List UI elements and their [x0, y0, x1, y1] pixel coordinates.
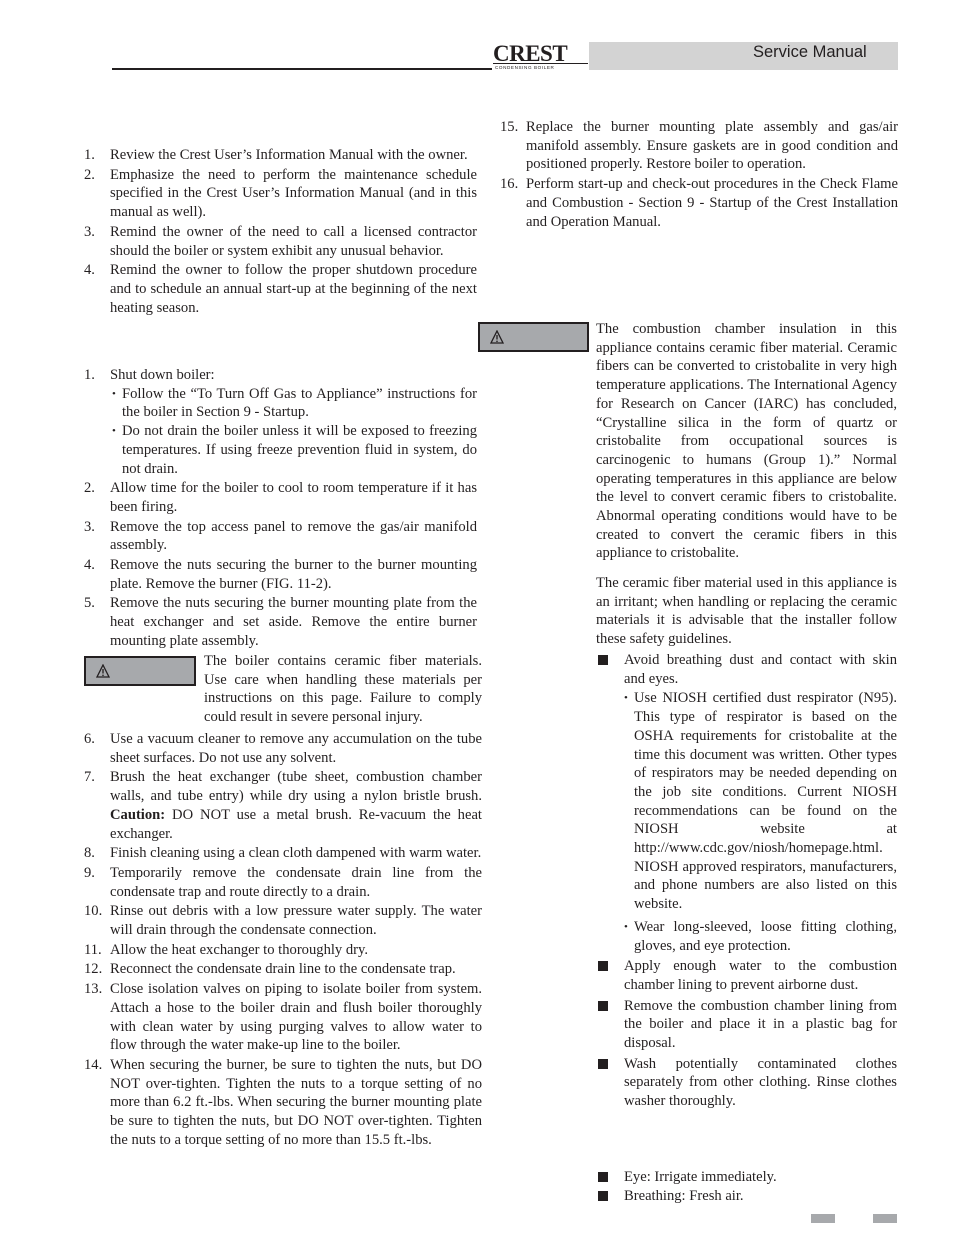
caution-text: The boiler contains ceramic fiber materials. Use care when handling these materials per instructions on this page. Failure to comply could result in severe personal injury.	[204, 653, 482, 726]
caution-label-box	[84, 656, 196, 686]
list-item: Wash potentially contaminated clothes separately from other clothing. Rinse clothes washer thoroughly.	[596, 1055, 897, 1111]
sub-item: • Use NIOSH certified dust respirator (N95). This type of respirator is based on the OSHA requirements for cristobalite at the time this document was written. Other types of respirators may be needed depending on the job site conditions. Current NIOSH recommendations can be found on the NIOSH website at http://www.cdc.gov/niosh/homepage.html. NIOSH approved respirators, manufacturers, and phone numbers are also listed on this website.	[624, 690, 897, 913]
warning-paragraph-2: The ceramic fiber material used in this appliance is an irritant; when handling or replacing the ceramic materials it is advisable that the installer follow these safety guidelines.	[596, 575, 897, 648]
list-item: 1. Shut down boiler: • Follow the “To Turn Off Gas to Appliance” instructions for the boiler in Section 9 - Startup. • Do not drain the boiler unless it will be exposed to freezing temperatures. If using freeze prevention fluid in system, do not drain.	[84, 367, 477, 477]
header-rule	[112, 68, 492, 70]
list-item: 12. Reconnect the condensate drain line to the condensate trap.	[84, 961, 456, 978]
list-item: 4. Remind the owner to follow the proper shutdown procedure and to schedule an annual start-up at the beginning of the next heating season.	[84, 262, 477, 316]
owner-instructions-list	[84, 146, 477, 318]
list-item: 7. Brush the heat exchanger (tube sheet, combustion chamber walls, and tube entry) while dry using a nylon bristle brush. Caution: DO NOT use a metal brush. Re-vacuum the heat exchanger.	[84, 769, 482, 842]
square-bullet-icon	[598, 961, 608, 971]
sub-item: • Follow the “To Turn Off Gas to Appliance” instructions for the boiler in Section 9 - Startup.	[112, 385, 477, 421]
list-item: 16. Perform start-up and check-out procedures in the Check Flame and Combustion - Section 9 - Startup of the Crest Installation and Operation Manual.	[500, 176, 898, 230]
list-item: 10. Rinse out debris with a low pressure water supply. The water will drain through the condensate connection.	[84, 903, 482, 939]
list-item: 9. Temporarily remove the condensate drain line from the condensate trap and route directly to a drain.	[84, 864, 482, 900]
square-bullet-icon	[598, 655, 608, 665]
list-item: 15. Replace the burner mounting plate assembly and gas/air manifold assembly. Ensure gaskets are in good condition and positioned properly. Restore boiler to operation.	[500, 119, 898, 173]
svg-text:CONDENSING BOILER: CONDENSING BOILER	[495, 65, 555, 70]
square-bullet-icon	[598, 1191, 608, 1201]
footer-tab	[811, 1214, 835, 1223]
safety-guidelines-list	[596, 651, 897, 1111]
list-item: Breathing: Fresh air.	[596, 1187, 897, 1206]
footer-tab	[873, 1214, 897, 1223]
list-item: 4. Remove the nuts securing the burner to the burner mounting plate. Remove the burner (FIG. 11-2).	[84, 557, 477, 592]
warning-triangle-icon	[96, 664, 110, 678]
list-item: 8. Finish cleaning using a clean cloth dampened with warm water.	[84, 845, 482, 862]
square-bullet-icon	[598, 1172, 608, 1182]
list-item: 11. Allow the heat exchanger to thoroughly dry.	[84, 941, 369, 958]
cleaning-steps-continued	[84, 730, 482, 1150]
warning-label-box	[478, 322, 589, 352]
list-item: 14. When securing the burner, be sure to tighten the nuts, but DO NOT over-tighten. Tighten the nuts to a torque setting of no more than 6.2 ft.-lbs. When securing the burner mounting plate be sure to tighten the nuts, but DO NOT over-tighten. Tighten the nuts to a torque setting of no more than 15.5 ft.-lbs.	[84, 1056, 482, 1148]
list-item: 2. Allow time for the boiler to cool to room temperature if it has been firing.	[84, 480, 477, 515]
restore-steps-list	[500, 118, 898, 232]
list-item: 3. Remind the owner of the need to call a licensed contractor should the boiler or system exhibit any unusual behavior.	[84, 223, 477, 259]
warning-paragraph-1: The combustion chamber insulation in this appliance contains ceramic fiber material. Ceramic fibers can be converted to cristobalite in very high temperature applications. The International Agency for Research on Cancer (IARC) has concluded, “Crystalline silica in the form of quartz or cristobalite from occupational sources is carcinogenic to humans (Group 1).” Normal operating temperatures in this appliance are below the level to convert ceramic fibers to cristobalite. Abnormal operating conditions would have to be created to convert the ceramic fibers in this appliance to cristobalite.	[596, 321, 897, 562]
list-item: 6. Use a vacuum cleaner to remove any accumulation on the tube sheet surfaces. Do not use any solvent.	[84, 731, 482, 766]
caution-inline-label: Caution:	[110, 806, 166, 823]
list-item: Avoid breathing dust and contact with skin and eyes. • Use NIOSH certified dust respirator (N95). This type of respirator is based on the OSHA requirements for cristobalite at the time this document was written. Other types of respirators may be needed depending on the job site conditions. Current NIOSH recommendations can be found on the NIOSH website at http://www.cdc.gov/niosh/homepage.html. NIOSH approved respirators, manufacturers, and phone numbers are also listed on this website. • Wear long-sleeved, loose fitting clothing, gloves, and eye protection.	[596, 651, 897, 955]
square-bullet-icon	[598, 1001, 608, 1011]
first-aid-list	[596, 1168, 897, 1205]
list-item: Remove the combustion chamber lining from the boiler and place it in a plastic bag for disposal.	[596, 997, 897, 1053]
list-item: Eye: Irrigate immediately.	[596, 1168, 897, 1187]
page-title: Service Manual	[753, 43, 867, 61]
list-item: 3. Remove the top access panel to remove the gas/air manifold assembly.	[84, 518, 477, 554]
list-item: 13. Close isolation valves on piping to isolate boiler from system. Attach a hose to the boiler drain and flush boiler thoroughly with clean water by using purging valves to allow water to flow through the water make-up line to the boiler.	[84, 981, 482, 1054]
sub-item: • Do not drain the boiler unless it will be exposed to freezing temperatures. If using freeze prevention fluid in system, do not drain.	[112, 423, 477, 477]
warning-triangle-icon	[490, 330, 504, 344]
list-item: Apply enough water to the combustion chamber lining to prevent airborne dust.	[596, 957, 897, 994]
sub-item: • Wear long-sleeved, loose fitting clothing, gloves, and eye protection.	[624, 918, 897, 954]
square-bullet-icon	[598, 1059, 608, 1069]
svg-text:CREST: CREST	[493, 41, 568, 66]
list-item: 1. Review the Crest User’s Information Manual with the owner.	[84, 147, 468, 163]
list-item: 2. Emphasize the need to perform the maintenance schedule specified in the Crest User’s Information Manual (and in this manual as well).	[84, 166, 477, 221]
list-item: 5. Remove the nuts securing the burner mounting plate from the heat exchanger and set aside. Remove the entire burner mounting plate assembly.	[84, 595, 477, 649]
crest-logo	[492, 40, 589, 70]
cleaning-steps-list	[84, 366, 477, 652]
